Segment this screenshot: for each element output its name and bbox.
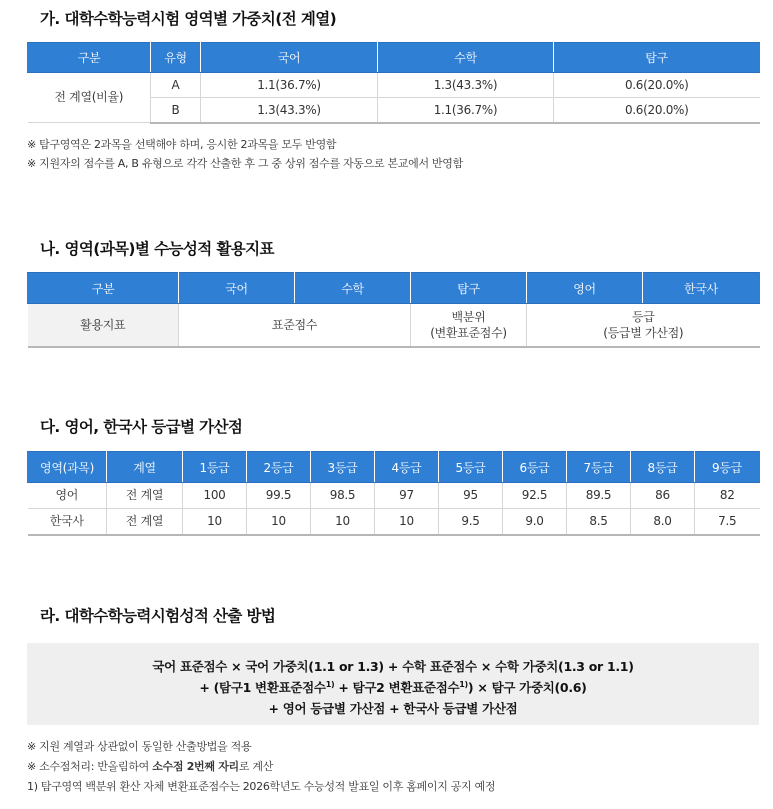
table-cell: 1.3(43.3%) — [201, 98, 378, 123]
section-title-bonus: 다. 영어, 한국사 등급별 가산점 — [40, 418, 243, 436]
header-cell: 계열 — [107, 452, 183, 483]
formula-segment: ) × 탐구 가중치(0.6) — [467, 680, 587, 695]
table-cell: A — [151, 73, 201, 98]
table-cell: 8.0 — [631, 509, 695, 535]
section-title-weights: 가. 대학수학능력시험 영역별 가중치(전 계열) — [40, 10, 337, 28]
table-cell: 전 계열 — [107, 483, 183, 509]
table-cell: 0.6(20.0%) — [554, 73, 760, 98]
note-text: ※ 지원 계열과 상관없이 동일한 산출방법을 적용 — [27, 740, 252, 753]
note-segment: 로 계산 — [238, 760, 274, 773]
table-cell: 95 — [439, 483, 503, 509]
weights-table — [27, 42, 760, 124]
header-cell: 탐구 — [554, 43, 760, 73]
header-cell: 9등급 — [695, 452, 760, 483]
formula-line: 국어 표준점수 × 국어 가중치(1.1 or 1.3) + 수학 표준점수 × 수학 가중치(1.3 or 1.1) — [152, 659, 634, 674]
footnote-mark: 1) — [325, 680, 335, 689]
header-cell: 한국사 — [643, 273, 760, 304]
header-cell: 3등급 — [311, 452, 375, 483]
header-cell: 영어 — [527, 273, 643, 304]
header-cell: 수학 — [295, 273, 411, 304]
note-text: ※ 지원자의 점수를 A, B 유형으로 각각 산출한 후 그 중 상위 점수를 자동으로 본교에서 반영함 — [27, 157, 463, 170]
header-cell: 탐구 — [411, 273, 527, 304]
formula-line: + 영어 등급별 가산점 + 한국사 등급별 가산점 — [268, 701, 518, 716]
table-cell — [527, 304, 760, 347]
note-emphasis: 소수점 2번째 자리 — [152, 760, 239, 773]
bonus-table — [27, 451, 760, 536]
table-cell: 1.1(36.7%) — [201, 73, 378, 98]
table-cell: 1.3(43.3%) — [378, 73, 554, 98]
table-header-row — [28, 452, 760, 483]
table-cell: 97 — [375, 483, 439, 509]
table-cell: 10 — [247, 509, 311, 535]
cell-line: 등급 — [631, 309, 655, 324]
header-cell: 8등급 — [631, 452, 695, 483]
table-cell: 89.5 — [567, 483, 631, 509]
header-cell: 국어 — [201, 43, 378, 73]
table-cell: 86 — [631, 483, 695, 509]
cell-line: 백분위 — [451, 309, 486, 324]
footnote-text: 1) 탐구영역 백분위 환산 자체 변환표준점수는 2026학년도 수능성적 발표일 이후 홈페이지 공지 예정 — [27, 780, 496, 793]
table-row — [28, 304, 760, 347]
table-cell: 8.5 — [567, 509, 631, 535]
table-cell: 9.0 — [503, 509, 567, 535]
table-cell: B — [151, 98, 201, 123]
cell-line: (등급별 가산점) — [603, 325, 684, 340]
header-cell: 구분 — [28, 273, 179, 304]
header-cell: 수학 — [378, 43, 554, 73]
header-cell: 4등급 — [375, 452, 439, 483]
table-cell: 10 — [375, 509, 439, 535]
header-cell: 2등급 — [247, 452, 311, 483]
table-cell: 한국사 — [28, 509, 107, 535]
section-title-indicators: 나. 영역(과목)별 수능성적 활용지표 — [40, 240, 274, 258]
table-row — [28, 483, 760, 509]
note-segment: ※ 소수점처리: 반올림하여 — [27, 760, 153, 773]
table-row — [28, 509, 760, 535]
table-cell: 98.5 — [311, 483, 375, 509]
table-cell: 100 — [183, 483, 247, 509]
note-text: ※ 탐구영역은 2과목을 선택해야 하며, 응시한 2과목을 모두 반영함 — [27, 138, 337, 151]
table-header-row — [28, 43, 760, 73]
table-cell: 1.1(36.7%) — [378, 98, 554, 123]
row-label: 활용지표 — [28, 304, 179, 347]
note-text — [27, 758, 273, 774]
header-cell: 5등급 — [439, 452, 503, 483]
header-cell: 7등급 — [567, 452, 631, 483]
header-cell: 구분 — [28, 43, 151, 73]
table-cell: 7.5 — [695, 509, 760, 535]
formula-box — [27, 643, 759, 725]
table-cell: 10 — [183, 509, 247, 535]
formula-segment: + (탐구1 변환표준점수 — [199, 680, 326, 695]
header-cell: 국어 — [179, 273, 295, 304]
table-cell: 82 — [695, 483, 760, 509]
table-cell: 9.5 — [439, 509, 503, 535]
table-cell: 92.5 — [503, 483, 567, 509]
footnote-mark: 1) — [459, 680, 468, 689]
cell-line: (변환표준점수) — [430, 325, 507, 340]
table-cell: 전 계열 — [107, 509, 183, 535]
table-cell: 영어 — [28, 483, 107, 509]
header-cell: 1등급 — [183, 452, 247, 483]
header-cell: 영역(과목) — [28, 452, 107, 483]
header-cell: 6등급 — [503, 452, 567, 483]
table-cell: 99.5 — [247, 483, 311, 509]
header-cell: 유형 — [151, 43, 201, 73]
table-cell: 10 — [311, 509, 375, 535]
formula-line — [27, 677, 759, 698]
section-title-method: 라. 대학수학능력시험성적 산출 방법 — [40, 607, 276, 625]
table-row — [28, 73, 760, 98]
row-label: 전 계열(비율) — [28, 73, 151, 123]
table-cell: 0.6(20.0%) — [554, 98, 760, 123]
table-cell — [411, 304, 527, 347]
indicators-table — [27, 272, 760, 348]
table-header-row — [28, 273, 760, 304]
table-cell: 표준점수 — [179, 304, 411, 347]
formula-segment: + 탐구2 변환표준점수 — [334, 680, 460, 695]
